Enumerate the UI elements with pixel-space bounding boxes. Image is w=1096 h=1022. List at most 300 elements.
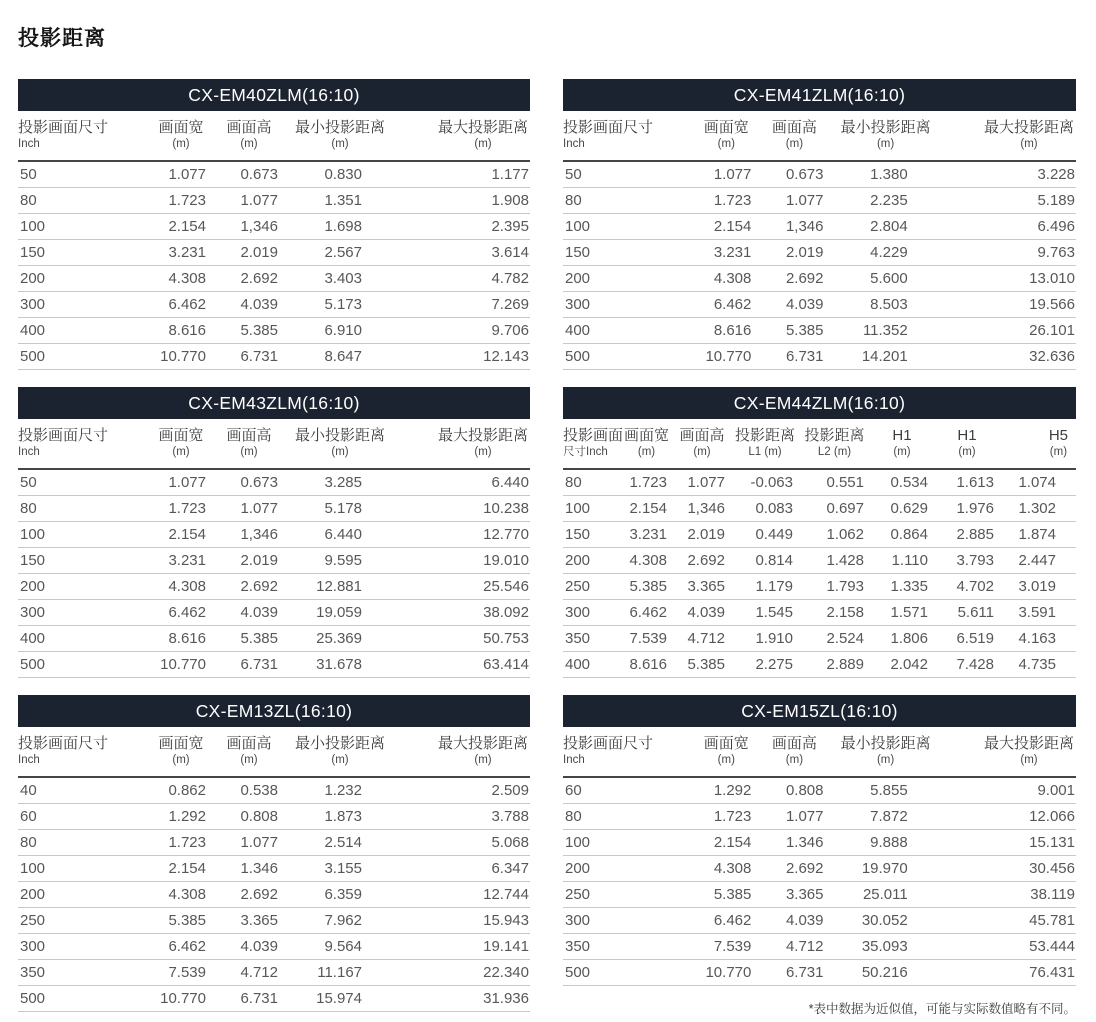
value-cell: 30.052 [832, 908, 940, 934]
value-cell: 15.943 [394, 908, 530, 934]
value-cell: 2.509 [394, 777, 530, 804]
value-cell: 76.431 [940, 960, 1076, 986]
table-row [563, 496, 1076, 522]
value-cell: 53.444 [940, 934, 1076, 960]
size-inch-cell: 400 [18, 318, 150, 344]
value-cell: 10.770 [695, 344, 757, 370]
table-row [563, 344, 1076, 370]
size-inch-cell: 250 [563, 882, 695, 908]
value-cell: 1.380 [832, 161, 940, 188]
size-inch-cell: 150 [18, 548, 150, 574]
size-inch-cell: 80 [563, 188, 695, 214]
table-row [18, 266, 530, 292]
size-inch-cell: 500 [18, 344, 150, 370]
value-cell: 25.011 [832, 882, 940, 908]
column-header: 投影画面尺寸 Inch [563, 727, 695, 777]
value-cell: 8.616 [150, 318, 212, 344]
table-row [18, 856, 530, 882]
column-header: 投影画面 尺寸Inch [563, 419, 620, 469]
value-cell: 2.154 [620, 496, 673, 522]
value-cell: 4.039 [212, 600, 286, 626]
value-cell: 2.019 [757, 240, 831, 266]
column-header-row [563, 419, 1076, 469]
value-cell: 4.163 [1000, 626, 1076, 652]
value-cell: 19.141 [394, 934, 530, 960]
table-row [563, 804, 1076, 830]
column-header: 最大投影距离 (m) [940, 111, 1076, 161]
value-cell: 25.546 [394, 574, 530, 600]
value-cell: 10.770 [150, 344, 212, 370]
value-cell: 5.385 [757, 318, 831, 344]
size-inch-cell: 300 [563, 600, 620, 626]
value-cell: 6.731 [212, 344, 286, 370]
table-row [563, 469, 1076, 496]
size-inch-cell: 250 [18, 908, 150, 934]
value-cell: 5.855 [832, 777, 940, 804]
value-cell: 2.447 [1000, 548, 1076, 574]
column-header: H5 (m) [1000, 419, 1076, 469]
column-header: 画面宽 (m) [695, 727, 757, 777]
value-cell: 1.302 [1000, 496, 1076, 522]
value-cell: -0.063 [731, 469, 799, 496]
value-cell: 1.910 [731, 626, 799, 652]
value-cell: 1.077 [150, 161, 212, 188]
column-header: 最大投影距离 (m) [394, 727, 530, 777]
table-title-bar: CX-EM41ZLM(16:10) [563, 79, 1076, 111]
value-cell: 9.595 [286, 548, 394, 574]
value-cell: 1.077 [212, 188, 286, 214]
value-cell: 9.001 [940, 777, 1076, 804]
table-title-bar: CX-EM43ZLM(16:10) [18, 387, 530, 419]
value-cell: 6.440 [394, 469, 530, 496]
column-header: 最大投影距离 (m) [394, 111, 530, 161]
value-cell: 3.228 [940, 161, 1076, 188]
table-title-bar: CX-EM44ZLM(16:10) [563, 387, 1076, 419]
value-cell: 38.092 [394, 600, 530, 626]
value-cell: 1.292 [695, 777, 757, 804]
column-header: 画面宽 (m) [695, 111, 757, 161]
value-cell: 2.692 [212, 266, 286, 292]
table-row [563, 934, 1076, 960]
value-cell: 9.564 [286, 934, 394, 960]
value-cell: 2.395 [394, 214, 530, 240]
value-cell: 4.308 [150, 574, 212, 600]
value-cell: 1.177 [394, 161, 530, 188]
value-cell: 3.231 [620, 522, 673, 548]
value-cell: 1.232 [286, 777, 394, 804]
column-header: 画面高 (m) [757, 111, 831, 161]
value-cell: 1.062 [799, 522, 870, 548]
projection-table-6 [563, 695, 1076, 986]
table-row [563, 652, 1076, 678]
value-cell: 1.571 [870, 600, 934, 626]
table-row [18, 318, 530, 344]
value-cell: 1,346 [673, 496, 731, 522]
value-cell: 0.083 [731, 496, 799, 522]
value-cell: 1.074 [1000, 469, 1076, 496]
value-cell: 1.179 [731, 574, 799, 600]
value-cell: 38.119 [940, 882, 1076, 908]
value-cell: 1.077 [695, 161, 757, 188]
table-row [18, 934, 530, 960]
value-cell: 2.692 [212, 882, 286, 908]
value-cell: 2.567 [286, 240, 394, 266]
value-cell: 1.976 [934, 496, 1000, 522]
table-title-bar: CX-EM13ZL(16:10) [18, 695, 530, 727]
value-cell: 2.154 [695, 214, 757, 240]
value-cell: 1,346 [212, 522, 286, 548]
table-row [18, 522, 530, 548]
value-cell: 3.614 [394, 240, 530, 266]
size-inch-cell: 80 [18, 496, 150, 522]
size-inch-cell: 200 [563, 548, 620, 574]
size-inch-cell: 150 [563, 240, 695, 266]
value-cell: 10.770 [150, 986, 212, 1012]
value-cell: 6.519 [934, 626, 1000, 652]
value-cell: 1.723 [150, 830, 212, 856]
value-cell: 10.770 [695, 960, 757, 986]
value-cell: 1.873 [286, 804, 394, 830]
value-cell: 1.545 [731, 600, 799, 626]
value-cell: 3.231 [695, 240, 757, 266]
value-cell: 3.788 [394, 804, 530, 830]
value-cell: 4.308 [150, 266, 212, 292]
table-row [563, 266, 1076, 292]
value-cell: 4.308 [695, 856, 757, 882]
value-cell: 8.616 [620, 652, 673, 678]
value-cell: 1.346 [212, 856, 286, 882]
column-header: 画面宽 (m) [150, 727, 212, 777]
value-cell: 0.449 [731, 522, 799, 548]
value-cell: 6.462 [150, 934, 212, 960]
value-cell: 5.385 [212, 626, 286, 652]
column-header-row [563, 727, 1076, 777]
column-header-row [18, 111, 530, 161]
size-inch-cell: 300 [563, 908, 695, 934]
value-cell: 15.131 [940, 830, 1076, 856]
value-cell: 4.308 [695, 266, 757, 292]
value-cell: 1,346 [212, 214, 286, 240]
value-cell: 1.077 [212, 830, 286, 856]
value-cell: 15.974 [286, 986, 394, 1012]
table-row [18, 214, 530, 240]
spec-table [18, 111, 530, 370]
value-cell: 8.616 [150, 626, 212, 652]
spec-table [18, 419, 530, 678]
table-row [563, 240, 1076, 266]
projection-table-1 [18, 79, 530, 370]
size-inch-cell: 200 [563, 266, 695, 292]
value-cell: 0.673 [212, 161, 286, 188]
value-cell: 1.292 [150, 804, 212, 830]
size-inch-cell: 100 [563, 496, 620, 522]
table-row [18, 469, 530, 496]
value-cell: 19.566 [940, 292, 1076, 318]
value-cell: 6.462 [695, 292, 757, 318]
value-cell: 31.936 [394, 986, 530, 1012]
table-row [18, 292, 530, 318]
table-row [18, 626, 530, 652]
size-inch-cell: 200 [18, 882, 150, 908]
value-cell: 5.385 [695, 882, 757, 908]
table-row [18, 161, 530, 188]
size-inch-cell: 500 [18, 652, 150, 678]
value-cell: 6.731 [212, 986, 286, 1012]
value-cell: 4.702 [934, 574, 1000, 600]
value-cell: 6.462 [695, 908, 757, 934]
value-cell: 3.365 [673, 574, 731, 600]
size-inch-cell: 200 [18, 574, 150, 600]
column-header: 画面高 (m) [673, 419, 731, 469]
value-cell: 8.616 [695, 318, 757, 344]
value-cell: 13.010 [940, 266, 1076, 292]
value-cell: 14.201 [832, 344, 940, 370]
table-row [563, 777, 1076, 804]
value-cell: 6.440 [286, 522, 394, 548]
table-row [563, 960, 1076, 986]
value-cell: 35.093 [832, 934, 940, 960]
value-cell: 19.059 [286, 600, 394, 626]
column-header: 画面宽 (m) [620, 419, 673, 469]
size-inch-cell: 500 [563, 960, 695, 986]
table-title-bar: CX-EM15ZL(16:10) [563, 695, 1076, 727]
size-inch-cell: 100 [563, 214, 695, 240]
spec-table [563, 727, 1076, 986]
value-cell: 2.154 [150, 522, 212, 548]
size-inch-cell: 80 [18, 188, 150, 214]
value-cell: 6.910 [286, 318, 394, 344]
value-cell: 1.698 [286, 214, 394, 240]
value-cell: 32.636 [940, 344, 1076, 370]
column-header: H1 (m) [934, 419, 1000, 469]
value-cell: 10.238 [394, 496, 530, 522]
table-title-bar: CX-EM40ZLM(16:10) [18, 79, 530, 111]
value-cell: 0.673 [212, 469, 286, 496]
size-inch-cell: 300 [563, 292, 695, 318]
value-cell: 7.539 [150, 960, 212, 986]
size-inch-cell: 80 [563, 469, 620, 496]
size-inch-cell: 500 [563, 344, 695, 370]
value-cell: 4.782 [394, 266, 530, 292]
value-cell: 9.706 [394, 318, 530, 344]
table-row [563, 188, 1076, 214]
value-cell: 0.629 [870, 496, 934, 522]
table-row [18, 804, 530, 830]
value-cell: 3.155 [286, 856, 394, 882]
tables-grid [18, 79, 1078, 1017]
value-cell: 4.039 [757, 908, 831, 934]
value-cell: 1.346 [757, 830, 831, 856]
size-inch-cell: 350 [18, 960, 150, 986]
value-cell: 4.712 [757, 934, 831, 960]
size-inch-cell: 350 [563, 626, 620, 652]
table-row [563, 318, 1076, 344]
value-cell: 19.970 [832, 856, 940, 882]
value-cell: 2.524 [799, 626, 870, 652]
column-header: 最小投影距离 (m) [286, 727, 394, 777]
value-cell: 1.793 [799, 574, 870, 600]
column-header: 投影画面尺寸 Inch [18, 111, 150, 161]
value-cell: 5.611 [934, 600, 1000, 626]
value-cell: 4.712 [212, 960, 286, 986]
column-header: 投影画面尺寸 Inch [18, 419, 150, 469]
size-inch-cell: 200 [563, 856, 695, 882]
size-inch-cell: 60 [18, 804, 150, 830]
table-row [18, 574, 530, 600]
column-header: 画面高 (m) [212, 111, 286, 161]
size-inch-cell: 100 [563, 830, 695, 856]
column-header: 最小投影距离 (m) [832, 111, 940, 161]
value-cell: 7.539 [695, 934, 757, 960]
footnote: *表中数据为近似值，可能与实际数值略有不同。 [808, 1002, 1076, 1016]
table-row [18, 777, 530, 804]
value-cell: 7.539 [620, 626, 673, 652]
spec-table [18, 727, 530, 1012]
table-row [18, 188, 530, 214]
value-cell: 3.285 [286, 469, 394, 496]
page-title: 投影距离 [18, 27, 106, 50]
table-row [18, 548, 530, 574]
projection-table-4 [563, 387, 1076, 678]
size-inch-cell: 50 [18, 469, 150, 496]
column-header: 画面宽 (m) [150, 419, 212, 469]
value-cell: 2.692 [757, 266, 831, 292]
value-cell: 1.351 [286, 188, 394, 214]
value-cell: 2.275 [731, 652, 799, 678]
spec-table [563, 111, 1076, 370]
table-row [18, 830, 530, 856]
value-cell: 9.763 [940, 240, 1076, 266]
value-cell: 3.231 [150, 548, 212, 574]
size-inch-cell: 100 [18, 214, 150, 240]
value-cell: 6.359 [286, 882, 394, 908]
table-row [18, 600, 530, 626]
value-cell: 7.269 [394, 292, 530, 318]
value-cell: 5.173 [286, 292, 394, 318]
size-inch-cell: 40 [18, 777, 150, 804]
value-cell: 8.503 [832, 292, 940, 318]
size-inch-cell: 300 [18, 292, 150, 318]
table-row [563, 522, 1076, 548]
size-inch-cell: 50 [18, 161, 150, 188]
value-cell: 3.365 [757, 882, 831, 908]
column-header-row [563, 111, 1076, 161]
table-row [18, 960, 530, 986]
value-cell: 12.143 [394, 344, 530, 370]
value-cell: 6.731 [757, 960, 831, 986]
value-cell: 5.189 [940, 188, 1076, 214]
value-cell: 5.385 [212, 318, 286, 344]
table-row [563, 161, 1076, 188]
value-cell: 31.678 [286, 652, 394, 678]
value-cell: 1.077 [757, 188, 831, 214]
value-cell: 2.158 [799, 600, 870, 626]
column-header: 投影画面尺寸 Inch [18, 727, 150, 777]
value-cell: 1.723 [150, 496, 212, 522]
value-cell: 6.462 [620, 600, 673, 626]
value-cell: 3.365 [212, 908, 286, 934]
column-header: 投影距离 L2 (m) [799, 419, 870, 469]
value-cell: 3.591 [1000, 600, 1076, 626]
value-cell: 0.673 [757, 161, 831, 188]
value-cell: 2.514 [286, 830, 394, 856]
value-cell: 1.428 [799, 548, 870, 574]
table-row [563, 574, 1076, 600]
column-header: 画面高 (m) [212, 419, 286, 469]
table-row [563, 830, 1076, 856]
value-cell: 0.808 [757, 777, 831, 804]
value-cell: 6.731 [757, 344, 831, 370]
value-cell: 0.551 [799, 469, 870, 496]
column-header: 最小投影距离 (m) [832, 727, 940, 777]
value-cell: 11.352 [832, 318, 940, 344]
value-cell: 1.077 [150, 469, 212, 496]
table-row [563, 626, 1076, 652]
value-cell: 12.770 [394, 522, 530, 548]
value-cell: 1.077 [673, 469, 731, 496]
spec-table [563, 419, 1076, 678]
value-cell: 22.340 [394, 960, 530, 986]
value-cell: 19.010 [394, 548, 530, 574]
value-cell: 3.793 [934, 548, 1000, 574]
value-cell: 6.731 [212, 652, 286, 678]
value-cell: 0.830 [286, 161, 394, 188]
value-cell: 4.039 [212, 292, 286, 318]
table-row [563, 908, 1076, 934]
value-cell: 0.862 [150, 777, 212, 804]
value-cell: 45.781 [940, 908, 1076, 934]
value-cell: 1.806 [870, 626, 934, 652]
value-cell: 10.770 [150, 652, 212, 678]
table-row [563, 214, 1076, 240]
table-row [563, 856, 1076, 882]
size-inch-cell: 100 [18, 522, 150, 548]
size-inch-cell: 300 [18, 934, 150, 960]
value-cell: 1,346 [757, 214, 831, 240]
value-cell: 2.889 [799, 652, 870, 678]
table-row [18, 496, 530, 522]
size-inch-cell: 60 [563, 777, 695, 804]
value-cell: 2.019 [212, 548, 286, 574]
value-cell: 8.647 [286, 344, 394, 370]
size-inch-cell: 80 [18, 830, 150, 856]
size-inch-cell: 50 [563, 161, 695, 188]
table-row [563, 600, 1076, 626]
value-cell: 1.723 [620, 469, 673, 496]
size-inch-cell: 400 [18, 626, 150, 652]
value-cell: 2.692 [757, 856, 831, 882]
value-cell: 50.216 [832, 960, 940, 986]
table-row [18, 882, 530, 908]
value-cell: 63.414 [394, 652, 530, 678]
value-cell: 4.039 [673, 600, 731, 626]
size-inch-cell: 400 [563, 318, 695, 344]
value-cell: 11.167 [286, 960, 394, 986]
value-cell: 6.496 [940, 214, 1076, 240]
value-cell: 2.692 [673, 548, 731, 574]
value-cell: 6.462 [150, 292, 212, 318]
value-cell: 2.019 [212, 240, 286, 266]
value-cell: 1.077 [212, 496, 286, 522]
column-header: 最大投影距离 (m) [940, 727, 1076, 777]
column-header: 画面宽 (m) [150, 111, 212, 161]
value-cell: 2.042 [870, 652, 934, 678]
value-cell: 5.600 [832, 266, 940, 292]
column-header: 投影画面尺寸 Inch [563, 111, 695, 161]
value-cell: 4.229 [832, 240, 940, 266]
value-cell: 2.019 [673, 522, 731, 548]
value-cell: 4.308 [620, 548, 673, 574]
